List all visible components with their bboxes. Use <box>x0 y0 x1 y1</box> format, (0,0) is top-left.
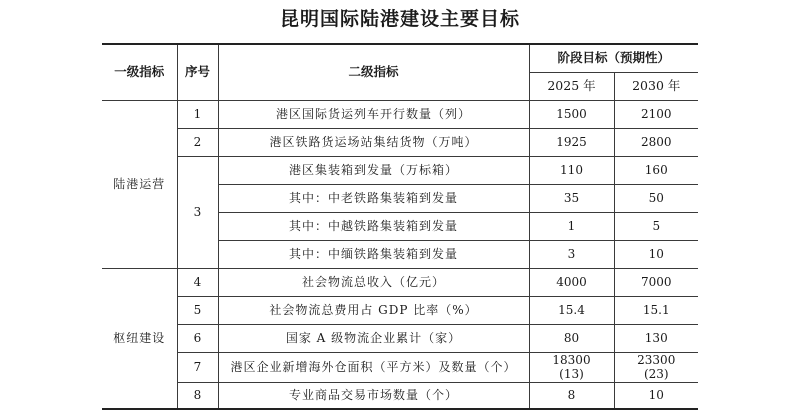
page-title: 昆明国际陆港建设主要目标 <box>279 8 520 30</box>
row-2030: 160 <box>614 156 698 184</box>
table-row <box>102 268 698 296</box>
row-indicator: 其中：中老铁路集装箱到发量 <box>218 184 529 212</box>
row-seq: 1 <box>177 100 218 128</box>
header-level2: 二级指标 <box>218 44 529 100</box>
row-indicator: 其中：中越铁路集装箱到发量 <box>218 212 529 240</box>
header-level1: 一级指标 <box>102 44 177 100</box>
row-indicator: 港区集装箱到发量（万标箱） <box>218 156 529 184</box>
row-indicator: 专业商品交易市场数量（个） <box>218 382 529 409</box>
table-row <box>102 128 698 156</box>
row-2030: 7000 <box>614 268 698 296</box>
row-2030-area: 23300 <box>637 353 676 367</box>
table-row <box>102 352 698 382</box>
row-2030: 10 <box>614 382 698 409</box>
row-seq: 2 <box>177 128 218 156</box>
row-seq: 5 <box>177 296 218 324</box>
table-row <box>102 296 698 324</box>
row-2030: 10 <box>614 240 698 268</box>
row-2025: 3 <box>529 240 614 268</box>
header-seq: 序号 <box>177 44 218 100</box>
row-indicator: 社会物流总费用占 GDP 比率（%） <box>218 296 529 324</box>
row-2030: 2100 <box>614 100 698 128</box>
table-row <box>102 156 698 184</box>
row-2030: 130 <box>614 324 698 352</box>
row-2025: 15.4 <box>529 296 614 324</box>
row-2025 <box>529 352 614 382</box>
row-2025-area: 18300 <box>552 353 591 367</box>
header-stage: 阶段目标（预期性） <box>529 44 698 72</box>
row-2025: 110 <box>529 156 614 184</box>
row-2025: 8 <box>529 382 614 409</box>
row-2030: 50 <box>614 184 698 212</box>
row-2025: 4000 <box>529 268 614 296</box>
row-indicator: 国家 A 级物流企业累计（家） <box>218 324 529 352</box>
row-2025: 1925 <box>529 128 614 156</box>
targets-table <box>102 43 698 410</box>
row-2030-count: (23) <box>643 367 669 381</box>
row-2025: 1500 <box>529 100 614 128</box>
group-label: 枢纽建设 <box>102 268 177 409</box>
header-2030: 2030 年 <box>614 72 698 100</box>
row-seq: 6 <box>177 324 218 352</box>
table-row <box>102 324 698 352</box>
row-indicator: 其中：中缅铁路集装箱到发量 <box>218 240 529 268</box>
row-2025-count: (13) <box>559 367 584 381</box>
row-seq: 7 <box>177 352 218 382</box>
row-2030: 5 <box>614 212 698 240</box>
row-2025: 35 <box>529 184 614 212</box>
row-seq: 4 <box>177 268 218 296</box>
table-row <box>102 382 698 409</box>
row-seq: 8 <box>177 382 218 409</box>
group-label: 陆港运营 <box>102 100 177 268</box>
row-indicator: 港区企业新增海外仓面积（平方米）及数量（个） <box>218 352 529 382</box>
row-2030: 2800 <box>614 128 698 156</box>
row-2025: 1 <box>529 212 614 240</box>
row-indicator: 港区国际货运列车开行数量（列） <box>218 100 529 128</box>
row-2030 <box>614 352 698 382</box>
row-2030: 15.1 <box>614 296 698 324</box>
header-2025: 2025 年 <box>529 72 614 100</box>
row-indicator: 港区铁路货运场站集结货物（万吨） <box>218 128 529 156</box>
table-row <box>102 100 698 128</box>
row-indicator: 社会物流总收入（亿元） <box>218 268 529 296</box>
row-seq: 3 <box>177 156 218 268</box>
row-2025: 80 <box>529 324 614 352</box>
